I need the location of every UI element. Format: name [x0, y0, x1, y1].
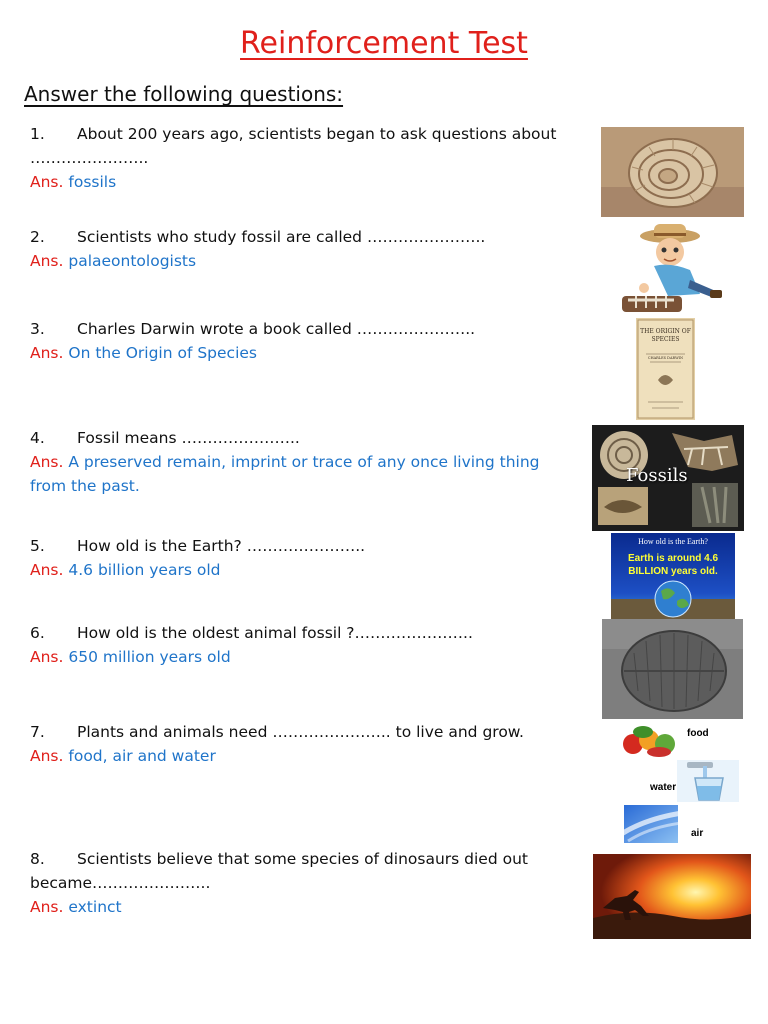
answer-text: 4.6 billion years old [68, 561, 221, 579]
answer-text: fossils [68, 173, 117, 191]
answer-text: extinct [68, 898, 122, 916]
answer-text: food, air and water [68, 747, 216, 765]
fossils-collage-image [592, 425, 744, 531]
page-title: Reinforcement Test [240, 26, 528, 61]
question-text: 3. Charles Darwin wrote a book called ………………….. [30, 317, 590, 341]
water-label: water [650, 782, 677, 793]
question-number: 4. [30, 429, 45, 447]
answer-line [30, 249, 590, 273]
question-text: 4. Fossil means ………………….. [30, 426, 550, 450]
question-number: 1. [30, 125, 45, 143]
food-image [619, 720, 679, 758]
question-3 [30, 317, 590, 365]
question-1 [30, 122, 590, 194]
answer-text: A preserved remain, imprint or trace of any once living thing from the past. [30, 453, 540, 495]
question-text: 8. Scientists believe that some species of dinosaurs died out became………………….. [30, 847, 590, 895]
answer-line [30, 895, 590, 919]
question-8 [30, 847, 590, 919]
question-number: 6. [30, 624, 45, 642]
answer-line [30, 558, 590, 582]
answer-text: 650 million years old [68, 648, 231, 666]
oldest-animal-fossil-image [602, 619, 743, 719]
answer-text: On the Origin of Species [68, 344, 257, 362]
question-5 [30, 534, 590, 582]
question-4 [30, 426, 550, 498]
answer-text: palaeontologists [68, 252, 197, 270]
answer-line [30, 341, 590, 365]
answer-label: Ans. [30, 898, 64, 916]
answer-label: Ans. [30, 453, 64, 471]
question-number: 2. [30, 228, 45, 246]
question-text: 1. About 200 years ago, scientists began to ask questions about ………………….. [30, 122, 590, 170]
ammonite-fossil-image [601, 127, 744, 217]
question-text: 6. How old is the oldest animal fossil ?………………….. [30, 621, 590, 645]
earth-question: How old is the Earth? [638, 537, 708, 546]
origin-of-species-book-image [636, 318, 695, 420]
question-text: 2. Scientists who study fossil are called ………………….. [30, 225, 590, 249]
question-number: 8. [30, 850, 45, 868]
book-title: THE ORIGIN OF SPECIES [640, 328, 691, 343]
water-image [677, 760, 739, 802]
answer-label: Ans. [30, 344, 64, 362]
question-text: 5. How old is the Earth? ………………….. [30, 534, 590, 558]
answer-line [30, 170, 590, 194]
question-2 [30, 225, 590, 273]
instructions-heading: Answer the following questions: [24, 82, 344, 106]
earth-answer-line-1: Earth is around 4.6 [627, 553, 719, 564]
earth-answer-line-2: BILLION years old. [628, 566, 718, 577]
answer-label: Ans. [30, 173, 64, 191]
palaeontologist-cartoon-image [614, 222, 726, 316]
question-6 [30, 621, 590, 669]
answer-label: Ans. [30, 252, 64, 270]
question-7 [30, 720, 590, 768]
answer-label: Ans. [30, 747, 64, 765]
air-label: air [691, 828, 704, 839]
answer-line [30, 645, 590, 669]
answer-line [30, 744, 590, 768]
earth-age-image [611, 533, 735, 619]
food-label: food [687, 728, 709, 739]
answer-label: Ans. [30, 561, 64, 579]
question-number: 3. [30, 320, 45, 338]
book-author: CHARLES DARWIN [647, 356, 684, 360]
answer-label: Ans. [30, 648, 64, 666]
fossils-caption: Fossils [626, 465, 688, 486]
question-number: 7. [30, 723, 45, 741]
question-text: 7. Plants and animals need ………………….. to live and grow. [30, 720, 590, 744]
air-image [624, 805, 678, 843]
answer-line [30, 450, 550, 498]
dinosaur-extinction-image [593, 854, 751, 939]
question-number: 5. [30, 537, 45, 555]
